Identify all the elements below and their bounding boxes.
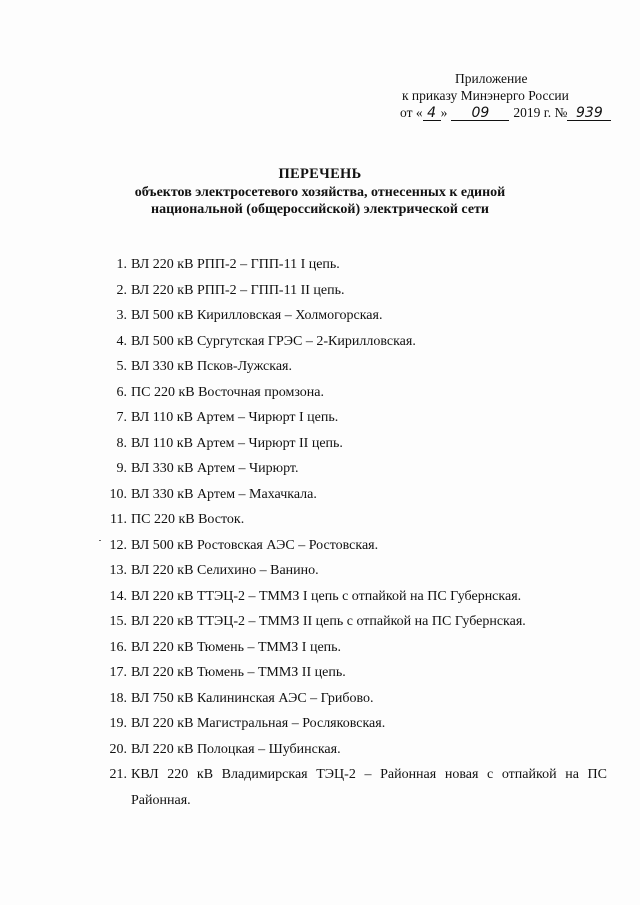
list-item xyxy=(0,635,640,661)
list-item-number: 12. xyxy=(109,537,127,553)
appendix-block xyxy=(360,70,610,121)
list-item xyxy=(0,431,640,457)
list-item-text: ВЛ 220 кВ Полоцкая – Шубинская. xyxy=(131,741,341,757)
list-item-text: ВЛ 330 кВ Псков-Лужская. xyxy=(131,359,292,374)
title-line-2: объектов электросетевого хозяйства, отнесенных к единой xyxy=(134,185,506,200)
list-item xyxy=(0,737,640,763)
list-item-text: ВЛ 220 кВ РПП-2 – ГПП-11 II цепь. xyxy=(131,282,345,298)
list-item xyxy=(0,405,640,431)
list-item-number: 3. xyxy=(116,308,127,323)
list-item-number: 18. xyxy=(109,690,127,706)
list-item-text: ВЛ 220 кВ Селихино – Ванино. xyxy=(131,563,319,578)
list-item xyxy=(0,456,640,482)
date-month-handwritten: 09 xyxy=(451,106,509,121)
list-item-number: 10. xyxy=(109,486,127,502)
list-item xyxy=(0,354,640,380)
list-item-number: 2. xyxy=(116,282,127,298)
list-item-text: ВЛ 330 кВ Артем – Чирюрт. xyxy=(131,461,299,476)
list-item-text: ВЛ 220 кВ Магистральная – Росляковская. xyxy=(131,716,386,731)
list-item xyxy=(0,380,640,406)
list-item-text-line-1: КВЛ 220 кВ Владимирская ТЭЦ-2 – Районная новая с отпайкой на ПС xyxy=(131,767,607,782)
list-item-number: 13. xyxy=(109,563,127,578)
order-number-handwritten: 939 xyxy=(567,106,611,121)
title-line-3: национальной (общероссийской) электрической сети xyxy=(151,202,489,217)
list-item-number: 1. xyxy=(116,257,127,272)
appendix-date-line xyxy=(360,104,610,121)
date-year: 2019 г. № xyxy=(513,105,568,120)
list-item-text: ВЛ 750 кВ Калининская АЭС – Грибово. xyxy=(131,690,374,706)
appendix-label: Приложение xyxy=(455,71,528,86)
list-item-text: ВЛ 220 кВ Тюмень – ТММЗ II цепь. xyxy=(131,665,346,680)
list-item xyxy=(0,303,640,329)
list-item-number: 4. xyxy=(116,333,127,349)
list-item xyxy=(0,252,640,278)
list-item-number: 7. xyxy=(116,410,127,425)
list-item xyxy=(0,558,640,584)
list-item-number: 6. xyxy=(116,384,127,400)
list-item xyxy=(0,482,640,508)
appendix-order-ref: к приказу Минэнерго России xyxy=(402,88,569,103)
list-item xyxy=(0,711,640,737)
list-item-text: ПС 220 кВ Восточная промзона. xyxy=(131,384,324,400)
list-item-number: 5. xyxy=(116,359,127,374)
date-prefix: от « xyxy=(400,105,423,120)
list-item-number: 17. xyxy=(109,665,127,680)
list-item xyxy=(0,329,640,355)
list-item xyxy=(0,660,640,686)
list-item-text xyxy=(131,762,607,813)
list-item-text: ВЛ 500 кВ Ростовская АЭС – Ростовская. xyxy=(131,537,379,553)
list-item-number: 16. xyxy=(109,639,127,655)
list-item-number: 14. xyxy=(109,588,127,604)
list-item-text: ВЛ 110 кВ Артем – Чирюрт II цепь. xyxy=(131,435,343,451)
list-item-number: 21. xyxy=(109,767,127,782)
list-item xyxy=(0,278,640,304)
list-item-number: 19. xyxy=(109,716,127,731)
list-item-number: 15. xyxy=(109,614,127,629)
document-title xyxy=(80,166,560,218)
list-item-number: 8. xyxy=(116,435,127,451)
list-item-text: ВЛ 220 кВ ТТЭЦ-2 – ТММЗ II цепь с отпайкой на ПС Губернская. xyxy=(131,614,526,629)
list-item xyxy=(0,762,640,813)
list-item-text: ВЛ 220 кВ Тюмень – ТММЗ I цепь. xyxy=(131,639,342,655)
list-item-text: ВЛ 220 кВ РПП-2 – ГПП-11 I цепь. xyxy=(131,257,340,272)
list-item-text-line-2: Районная. xyxy=(131,792,191,808)
list-item-text: ПС 220 кВ Восток. xyxy=(131,512,245,527)
list-item-text: ВЛ 330 кВ Артем – Махачкала. xyxy=(131,486,317,502)
list-item-text: ВЛ 500 кВ Кирилловская – Холмогорская. xyxy=(131,308,383,323)
list-item xyxy=(0,609,640,635)
date-sep: » xyxy=(440,105,448,120)
list-item-number: 9. xyxy=(116,461,127,476)
objects-list xyxy=(0,252,640,813)
title-main: ПЕРЕЧЕНЬ xyxy=(278,166,362,182)
list-item xyxy=(0,584,640,610)
list-item xyxy=(0,533,640,559)
list-item-number: 20. xyxy=(109,741,127,757)
list-item xyxy=(0,686,640,712)
list-item xyxy=(0,507,640,533)
date-day-handwritten: 4 xyxy=(423,106,441,121)
list-item-text: ВЛ 220 кВ ТТЭЦ-2 – ТММЗ I цепь с отпайкой на ПС Губернская. xyxy=(131,588,522,604)
list-item-number: 11. xyxy=(110,512,127,527)
list-item-text: ВЛ 500 кВ Сургутская ГРЭС – 2-Кирилловская. xyxy=(131,333,416,349)
list-item-text: ВЛ 110 кВ Артем – Чирюрт I цепь. xyxy=(131,410,339,425)
